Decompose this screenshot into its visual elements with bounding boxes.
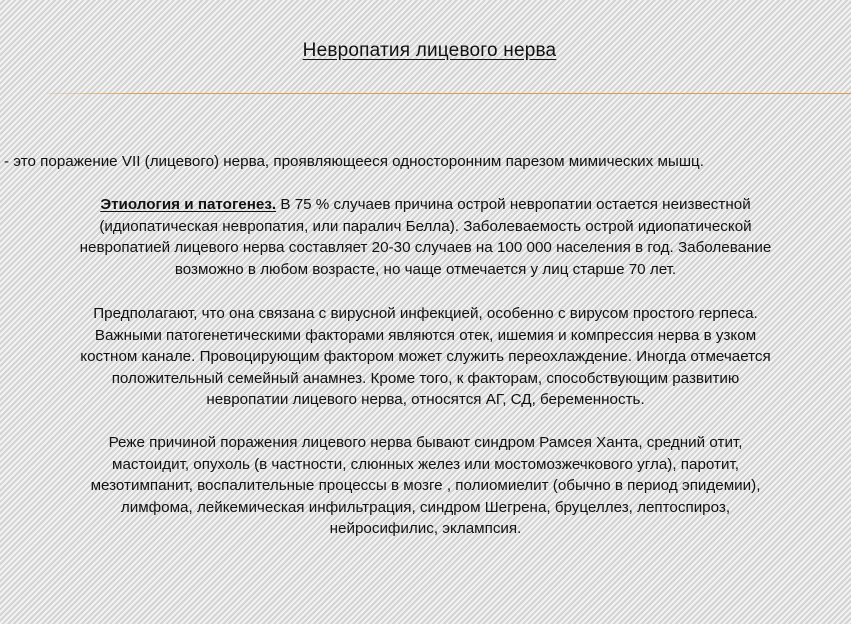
pathogenesis-line-3: костном канале. Провоцирующим фактором может служить переохлаждение. Иногда отмечается	[80, 348, 771, 365]
etiology-line-3: невропатией лицевого нерва составляет 20-30 случаев на 100 000 населения в год. Заболевание	[79, 239, 772, 256]
slide-title	[0, 40, 851, 62]
etiology-line-1: В 75 % случаев причина острой невропатии остается неизвестной	[276, 196, 751, 213]
causes-paragraph	[0, 432, 851, 540]
causes-line-5: нейросифилис, эклампсия.	[329, 520, 522, 537]
causes-line-4: лимфома, лейкемическая инфильтрация, синдром Шегрена, бруцеллез, лептоспироз,	[120, 498, 731, 516]
pathogenesis-line-5: невропатии лицевого нерва, относятся АГ, СД, беременность.	[206, 391, 645, 408]
title-divider	[47, 93, 851, 94]
etiology-paragraph	[0, 194, 851, 280]
slide-title-text: Невропатия лицевого нерва	[302, 40, 557, 61]
definition-text: - это поражение VII (лицевого) нерва, проявляющееся односторонним парезом мимических мышц.	[4, 153, 704, 170]
etiology-line-2: (идиопатическая невропатия, или паралич Белла). Заболеваемость острой идиопатической	[99, 217, 752, 235]
etiology-heading: Этиология и патогенез.	[100, 196, 277, 213]
pathogenesis-line-2: Важными патогенетическими факторами являются отек, ишемия и компрессия нерва в узком	[94, 326, 757, 344]
pathogenesis-line-1: Предполагают, что она связана с вирусной инфекцией, особенно с вирусом простого герпеса.	[93, 305, 758, 322]
pathogenesis-line-4: положительный семейный анамнез. Кроме того, к факторам, способствующим развитию	[111, 369, 740, 387]
causes-line-1: Реже причиной поражения лицевого нерва бывают синдром Рамсея Ханта, средний отит,	[108, 434, 743, 451]
etiology-line-4: возможно в любом возрасте, но чаще отмечается у лиц старше 70 лет.	[174, 260, 677, 278]
causes-line-3: мезотимпанит, воспалительные процессы в мозге , полиомиелит (обычно в период эпидемии),	[90, 477, 761, 494]
causes-line-2: мастоидит, опухоль (в частности, слюнных желез или мостомозжечкового угла), паротит,	[112, 455, 739, 473]
pathogenesis-paragraph	[0, 303, 851, 411]
